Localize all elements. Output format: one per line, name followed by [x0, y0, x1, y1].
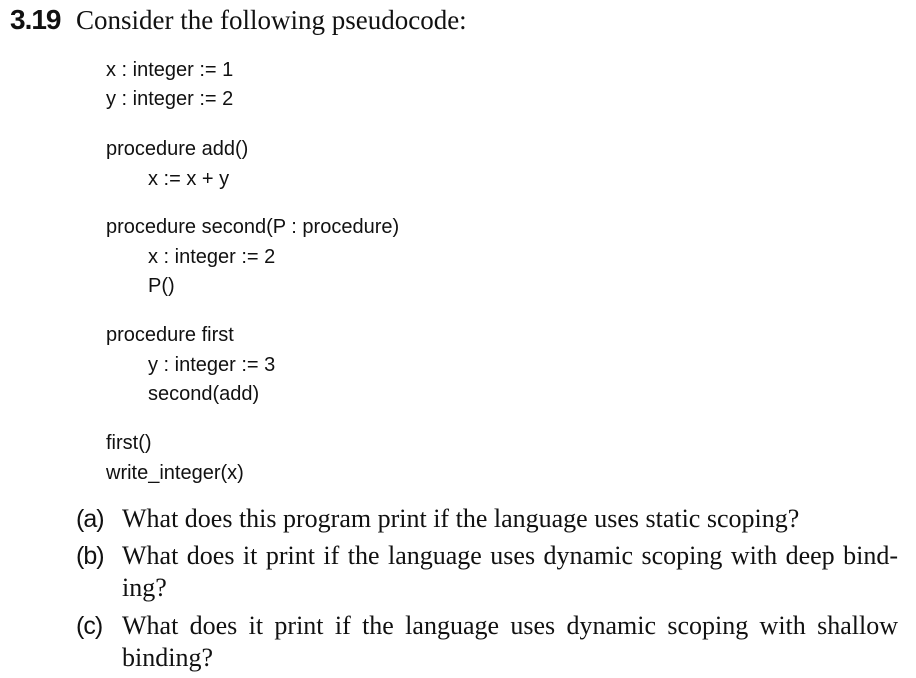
problem-intro: Consider the following pseudocode:	[76, 5, 467, 35]
question-text-line: What does it print if the language uses dynamic scoping with shallow	[122, 611, 898, 640]
code-line: x := x + y	[148, 168, 230, 190]
code-line: procedure first	[106, 324, 234, 346]
code-line: write_integer(x)	[106, 462, 244, 484]
code-line: y : integer := 3	[148, 354, 276, 376]
question-text-line: What does this program print if the language uses static scoping?	[122, 504, 800, 533]
question-text	[122, 540, 898, 604]
question-label: (a)	[76, 505, 104, 533]
code-line: first()	[106, 432, 152, 454]
question-label: (b)	[76, 542, 104, 570]
code-line: procedure add()	[106, 138, 249, 160]
code-line: second(add)	[148, 383, 260, 405]
question-text-line: What does it print if the language uses dynamic scoping with deep bind-	[122, 541, 898, 570]
code-line: x : integer := 1	[106, 59, 234, 81]
question-text	[122, 503, 898, 535]
code-line: procedure second(P : procedure)	[106, 216, 400, 238]
question-text-line: binding?	[122, 643, 213, 672]
code-line: P()	[148, 275, 175, 297]
question-text	[122, 610, 898, 674]
code-line: x : integer := 2	[148, 246, 276, 268]
code-line: y : integer := 2	[106, 88, 234, 110]
question-label: (c)	[76, 612, 103, 640]
question-text-line: ing?	[122, 573, 167, 602]
problem-number: 3.19	[10, 4, 61, 35]
